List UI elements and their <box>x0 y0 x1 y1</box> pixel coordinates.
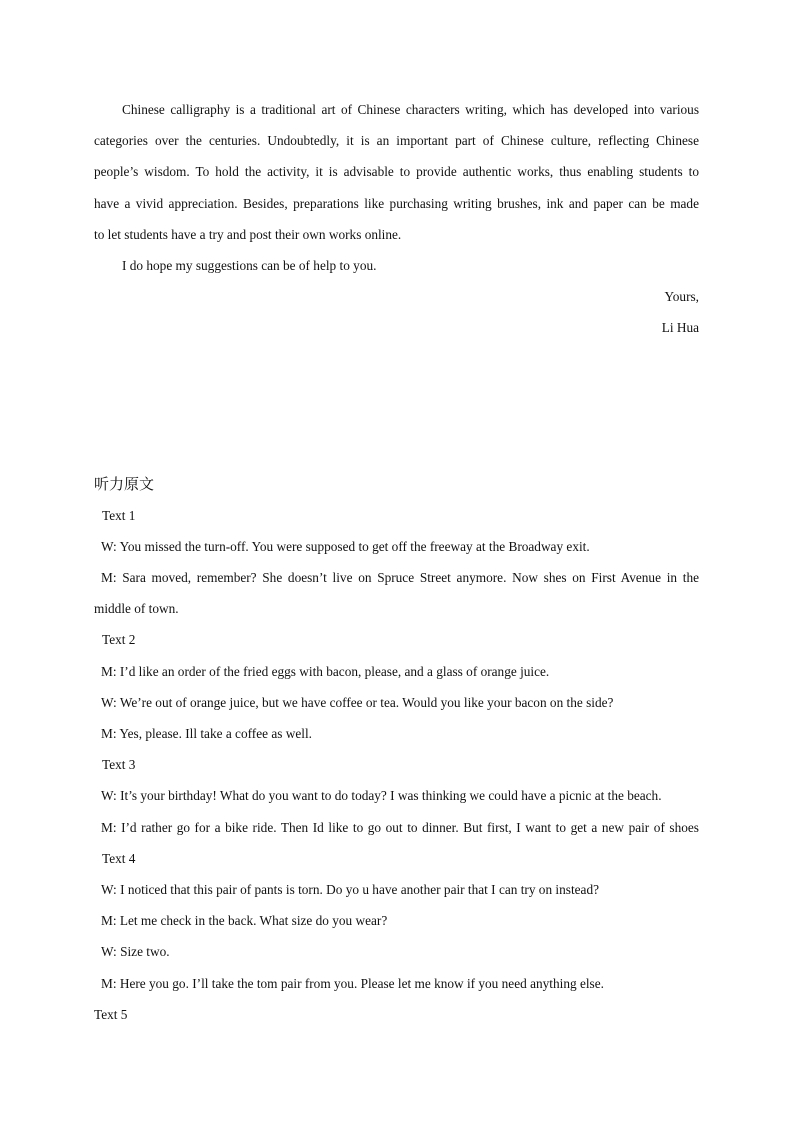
text3-line1: W: It’s your birthday! What do you want to do today? I was thinking we could have a picnic at the beach. <box>101 788 662 803</box>
text1-line1: W: You missed the turn-off. You were supposed to get off the freeway at the Broadway exit. <box>101 539 590 554</box>
text3-line2: M: I’d rather go for a bike ride. Then Id like to go out to dinner. But first, I want to get a new pair of shoes <box>101 820 699 835</box>
letter-paragraph2: I do hope my suggestions can be of help to you. <box>122 258 377 273</box>
letter-paragraph1-line3: people’s wisdom. To hold the activity, it is advisable to provide authentic works, thus enabling students to <box>94 164 699 179</box>
text4-label: Text 4 <box>102 851 136 866</box>
listening-heading: 听力原文 <box>94 475 155 493</box>
letter-paragraph1-line4: have a vivid appreciation. Besides, preparations like purchasing writing brushes, ink and paper can be made <box>94 196 699 211</box>
text2-line1: M: I’d like an order of the fried eggs with bacon, please, and a glass of orange juice. <box>101 664 550 679</box>
letter-paragraph1-line5: to let students have a try and post their own works online. <box>94 227 402 242</box>
text2-label: Text 2 <box>102 632 136 647</box>
text4-line2: M: Let me check in the back. What size do you wear? <box>101 913 388 928</box>
text3-label: Text 3 <box>102 757 136 772</box>
text5-label: Text 5 <box>94 1007 128 1022</box>
text4-line1: W: I noticed that this pair of pants is torn. Do yo u have another pair that I can try on instead? <box>101 882 599 897</box>
letter-closing: Yours, <box>664 289 699 304</box>
text2-line3: M: Yes, please. Ill take a coffee as well. <box>101 726 312 741</box>
letter-paragraph1-line1: Chinese calligraphy is a traditional art of Chinese characters writing, which has developed into various <box>122 102 699 117</box>
text1-line2: M: Sara moved, remember? She doesn’t live on Spruce Street anymore. Now shes on First Avenue in the <box>101 570 699 585</box>
text4-line3: W: Size two. <box>101 944 170 959</box>
letter-signature: Li Hua <box>661 320 699 335</box>
letter-paragraph1-line2: categories over the centuries. Undoubtedly, it is an important part of Chinese culture, reflecting Chinese <box>94 133 699 148</box>
text1-line3: middle of town. <box>94 601 179 616</box>
text4-line4: M: Here you go. I’ll take the tom pair from you. Please let me know if you need anything else. <box>101 976 604 991</box>
text1-label: Text 1 <box>102 508 136 523</box>
text2-line2: W: We’re out of orange juice, but we have coffee or tea. Would you like your bacon on the side? <box>101 695 614 710</box>
